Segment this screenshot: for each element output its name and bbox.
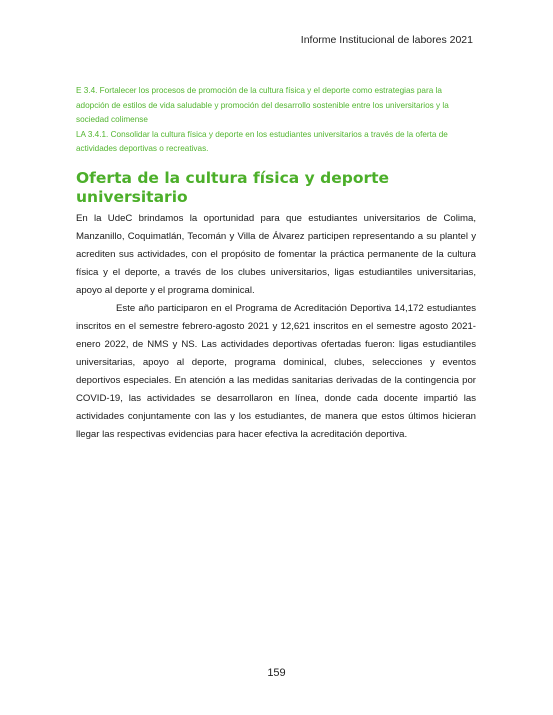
page-number: 159 <box>267 667 286 679</box>
body-paragraph-1: En la UdeC brindamos la oportunidad para que estudiantes universitarios de Colima, Manzanillo, Coquimatlán, Tecomán y Villa de Álvarez participen representando a su plantel y acrediten sus actividades, con el propósito de fomentar la práctica permanente de la cultura física y el deporte, a través de los clubes universitarios, ligas estudiantiles universitarias, apoyo al deporte y el programa dominical. <box>76 213 476 296</box>
running-header: Informe Institucional de labores 2021 <box>300 34 473 46</box>
body-text <box>76 210 476 444</box>
body-paragraph-2: Este año participaron en el Programa de Acreditación Deportiva 14,172 estudiantes inscritos en el semestre febrero-agosto 2021 y 12,621 inscritos en el semestre agosto 2021-enero 2022, de NMS y NS. Las actividades deportivas ofertadas fueron: ligas estudiantiles universitarias, apoyo al deporte, programa dominical, clubes, selecciones y eventos deportivos especiales. En atención a las medidas sanitarias derivadas de la contingencia por COVID-19, las actividades se desarrollaron en línea, donde cada docente impartió las actividades conjuntamente con las y los estudiantes, de manera que estos últimos hicieran llegar las respectivas evidencias para hacer efectiva la acreditación deportiva. <box>76 303 476 440</box>
strategy-e-text: E 3.4. Fortalecer los procesos de promoción de la cultura física y el deporte como estrategias para la adopción de estilos de vida saludable y promoción del desarrollo sostenible entre los universitarios y la sociedad colimense <box>76 86 449 124</box>
strategy-block <box>76 84 476 157</box>
strategy-la-text: LA 3.4.1. Consolidar la cultura física y deporte en los estudiantes universitarios a través de la oferta de actividades deportivas o recreativas. <box>76 129 448 153</box>
section-title: Oferta de la cultura física y deporte universitario <box>76 169 390 206</box>
